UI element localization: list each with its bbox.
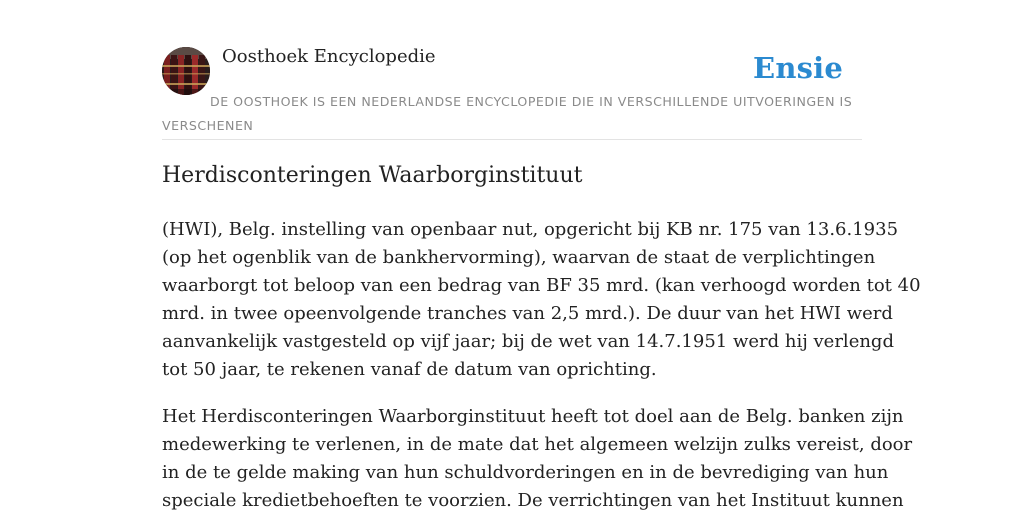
source-title-link[interactable]: Oosthoek Encyclopedie: [222, 46, 436, 67]
paragraph-line: aanvankelijk vastgesteld op vijf jaar; bij de wet van 14.7.1951 werd hij verlengd: [162, 331, 894, 352]
encyclopedia-avatar-icon[interactable]: [162, 47, 210, 95]
source-description: DE OOSTHOEK IS EEN NEDERLANDSE ENCYCLOPEDIE DIE IN VERSCHILLENDE UITVOERINGEN IS VERSCHENEN: [162, 94, 853, 133]
books-image: [162, 47, 210, 95]
paragraph-line: mrd. in twee opeenvolgende tranches van 2,5 mrd.). De duur van het HWI werd: [162, 303, 893, 324]
header-divider: [162, 139, 862, 140]
paragraph-line: medewerking te verlenen, in de mate dat het algemeen welzijn zulks vereist, door: [162, 434, 913, 455]
ensie-logo-link[interactable]: Ensie: [753, 51, 843, 85]
entry-title: Herdisconteringen Waarborginstituut: [162, 163, 583, 188]
paragraph-line: waarborgt tot beloop van een bedrag van BF 35 mrd. (kan verhoogd worden tot 40: [162, 275, 921, 296]
entry-paragraph: [162, 216, 921, 384]
paragraph-line: (HWI), Belg. instelling van openbaar nut, opgericht bij KB nr. 175 van 13.6.1935: [162, 219, 899, 240]
paragraph-line: tot 50 jaar, te rekenen vanaf de datum van oprichting.: [162, 359, 657, 380]
paragraph-line: Het Herdisconteringen Waarborginstituut heeft tot doel aan de Belg. banken zijn: [162, 406, 904, 427]
paragraph-line: speciale kredietbehoeften te voorzien. De verrichtingen van het Instituut kunnen: [162, 490, 904, 511]
entry-paragraph: [162, 403, 913, 512]
paragraph-line: in de te gelde making van hun schuldvorderingen en in de bevrediging van hun: [162, 462, 889, 483]
paragraph-line: (op het ogenblik van de bankhervorming), waarvan de staat de verplichtingen: [162, 247, 876, 268]
entry-body: [162, 216, 921, 512]
